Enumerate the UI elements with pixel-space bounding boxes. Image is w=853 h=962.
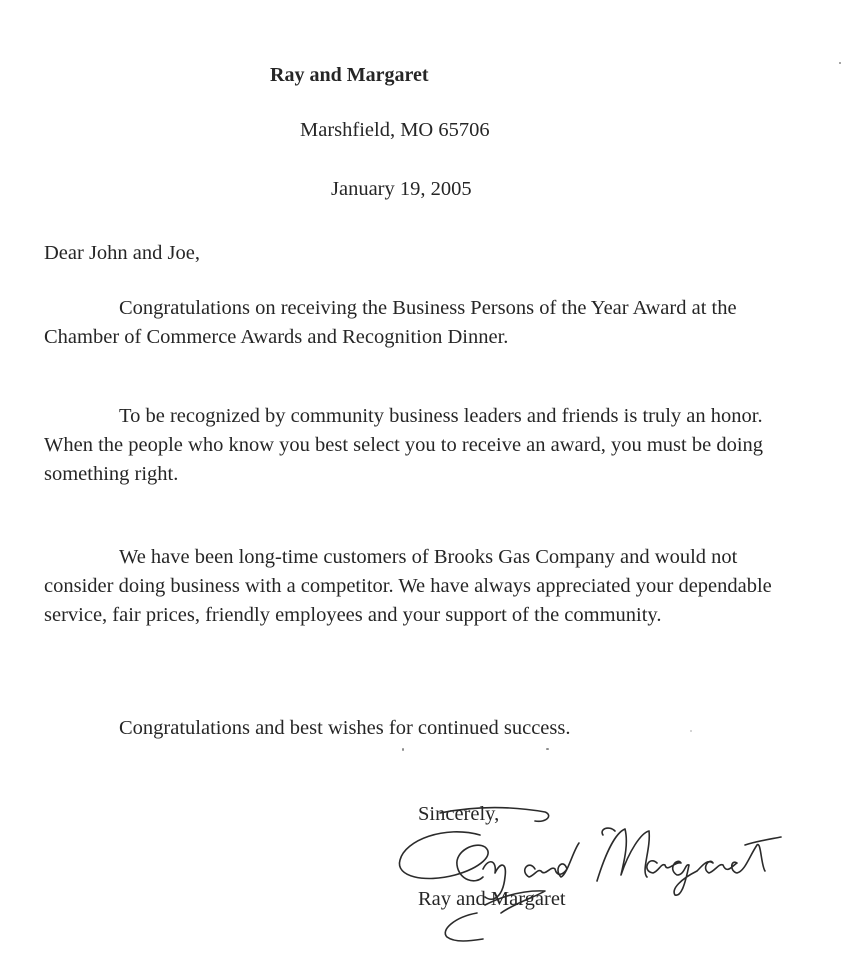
paper-speck bbox=[690, 730, 692, 732]
salutation: Dear John and Joe, bbox=[44, 242, 200, 264]
body-paragraph: To be recognized by community business leaders and friends is truly an honor. When the people who know you best select you to receive an award, you must be doing something right. bbox=[44, 405, 764, 485]
paper-speck bbox=[402, 748, 404, 751]
signoff: Sincerely, bbox=[418, 803, 500, 825]
handwritten-signature bbox=[385, 785, 805, 955]
paper-speck bbox=[839, 62, 841, 64]
body-paragraph: We have been long-time customers of Brooks Gas Company and would not consider doing business with a competitor. We have always appreciated your dependable service, fair prices, friendly employees and your support of the community. bbox=[44, 546, 772, 626]
letterhead-name: Ray and Margaret bbox=[270, 64, 429, 86]
paper-speck bbox=[546, 748, 549, 750]
letter-date: January 19, 2005 bbox=[331, 178, 472, 200]
body-paragraph: Congratulations on receiving the Business Persons of the Year Award at the Chamber of Commerce Awards and Recognition Dinner. bbox=[44, 297, 737, 348]
signer-name: Ray and Margaret bbox=[418, 888, 566, 910]
letterhead-address: Marshfield, MO 65706 bbox=[300, 119, 490, 141]
closing-line: Congratulations and best wishes for continued success. bbox=[119, 717, 571, 739]
